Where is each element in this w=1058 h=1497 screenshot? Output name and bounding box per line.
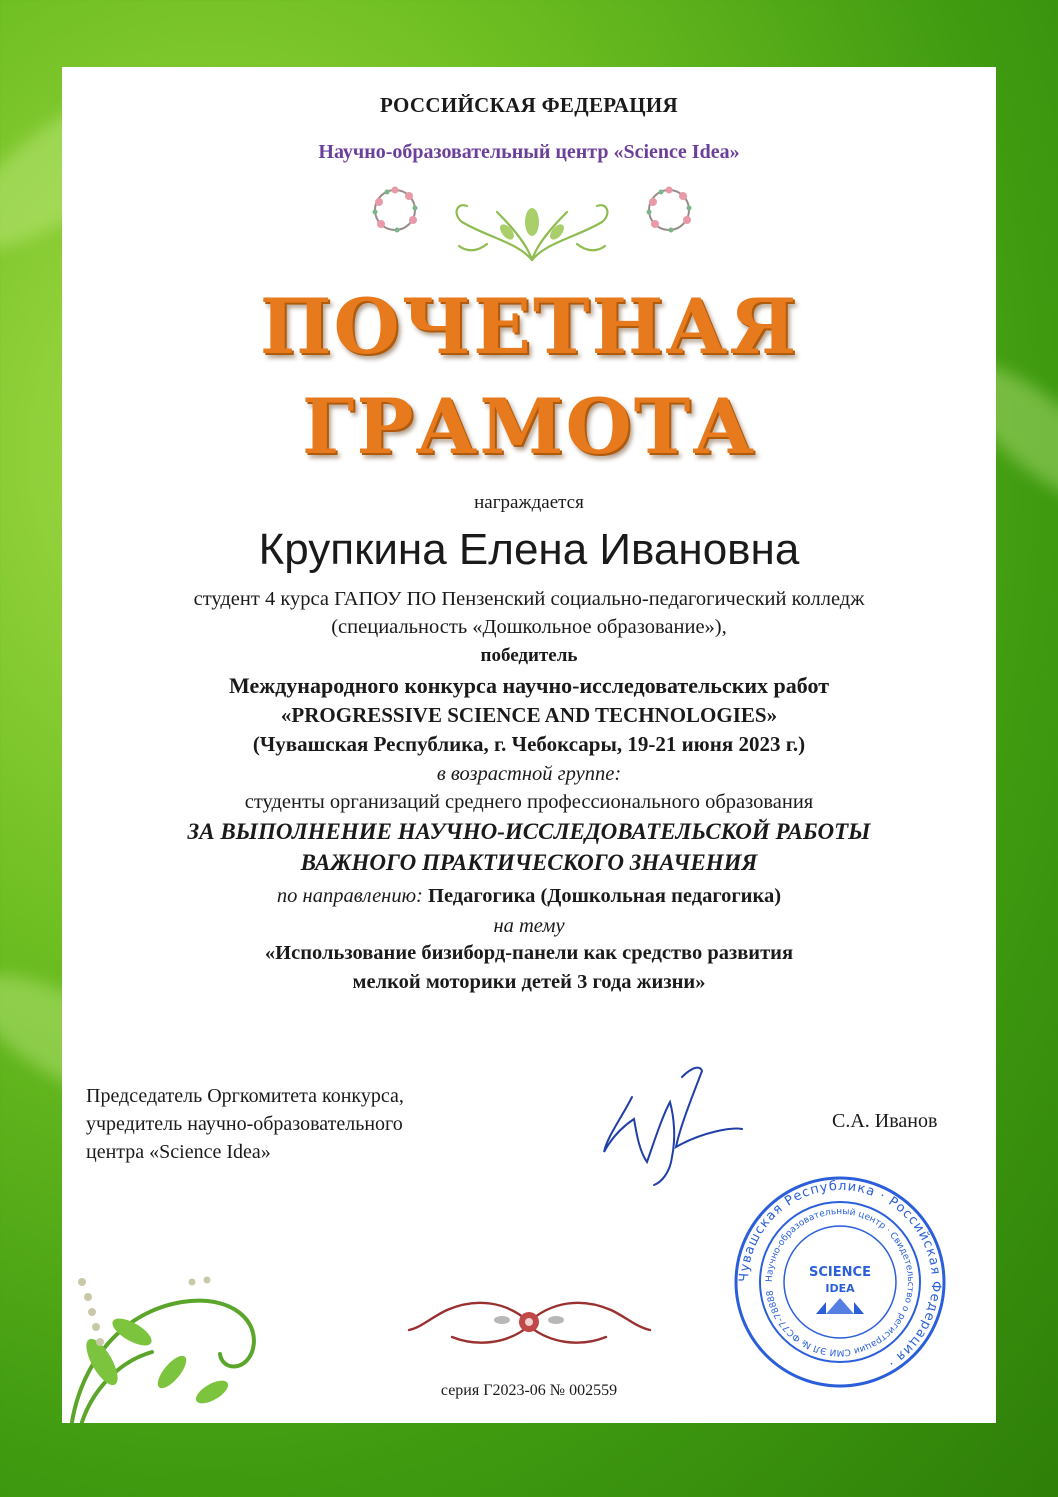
topic-label: на тему [493, 915, 565, 937]
certificate-sheet [62, 67, 996, 1423]
title-line-1: ПОЧЕТНАЯ [259, 282, 799, 371]
contest-line-2: «PROGRESSIVE SCIENCE AND TECHNOLOGIES» [280, 703, 778, 727]
country-heading: РОССИЙСКАЯ ФЕДЕРАЦИЯ [380, 93, 678, 117]
age-group-label: в возрастной группе: [436, 763, 622, 785]
series-number: серия Г2023-06 № 002559 [440, 1382, 618, 1399]
organization-heading: Научно-образовательный центр «Science Idea» [318, 141, 740, 163]
direction-row [62, 882, 996, 910]
floral-ornament-top [367, 182, 697, 267]
recipient-position-2: (специальность «Дошкольное образование»), [331, 616, 727, 638]
stamp-logo-icon [816, 1298, 864, 1314]
topic-line-2: мелкой моторики детей 3 года жизни» [352, 971, 706, 993]
stamp-center-line-2: IDEA [825, 1282, 855, 1295]
direction-label: по направлению: [276, 885, 423, 907]
recipient-name: Крупкина Елена Ивановна [258, 525, 800, 574]
chairman-role-line-2: учредитель научно-образовательного [86, 1113, 403, 1135]
title-line-2: ГРАМОТА [301, 382, 757, 471]
stamp-center-line-1: SCIENCE [809, 1265, 871, 1280]
contest-line-3: (Чувашская Республика, г. Чебоксары, 19-21 июня 2023 г.) [252, 732, 806, 756]
direction-value: Педагогика (Дошкольная педагогика) [428, 885, 782, 907]
stamp-inner-text: Научно-образовательный центр · Свидетельство о регистрации СМИ ЭЛ № ФС77-78888 [764, 1206, 916, 1358]
chairman-role-line-1: Председатель Оргкомитета конкурса, [86, 1085, 404, 1107]
signer-name: С.А. Иванов [832, 1110, 938, 1132]
bottom-ornament [407, 1292, 652, 1352]
handwritten-signature [592, 1057, 752, 1197]
reason-line-1: ЗА ВЫПОЛНЕНИЕ НАУЧНО-ИССЛЕДОВАТЕЛЬСКОЙ РАБОТЫ [187, 819, 871, 844]
topic-line-1: «Использование бизиборд-панели как средство развития [264, 942, 794, 964]
age-group: студенты организаций среднего профессионального образования [244, 791, 814, 813]
stamp-outer-text: Чувашская Республика · Российская Федерация · [736, 1178, 944, 1371]
organization-stamp [730, 1172, 950, 1392]
awarded-label: награждается [474, 492, 584, 513]
contest-line-1: Международного конкурса научно-исследовательских работ [228, 673, 830, 698]
award-status: победитель [480, 645, 578, 666]
chairman-role-line-3: центра «Science Idea» [86, 1141, 271, 1163]
chairman-role [86, 1082, 404, 1166]
recipient-position-1: студент 4 курса ГАПОУ ПО Пензенский социально-педагогический колледж [193, 588, 865, 610]
reason-line-2: ВАЖНОГО ПРАКТИЧЕСКОГО ЗНАЧЕНИЯ [300, 850, 758, 875]
